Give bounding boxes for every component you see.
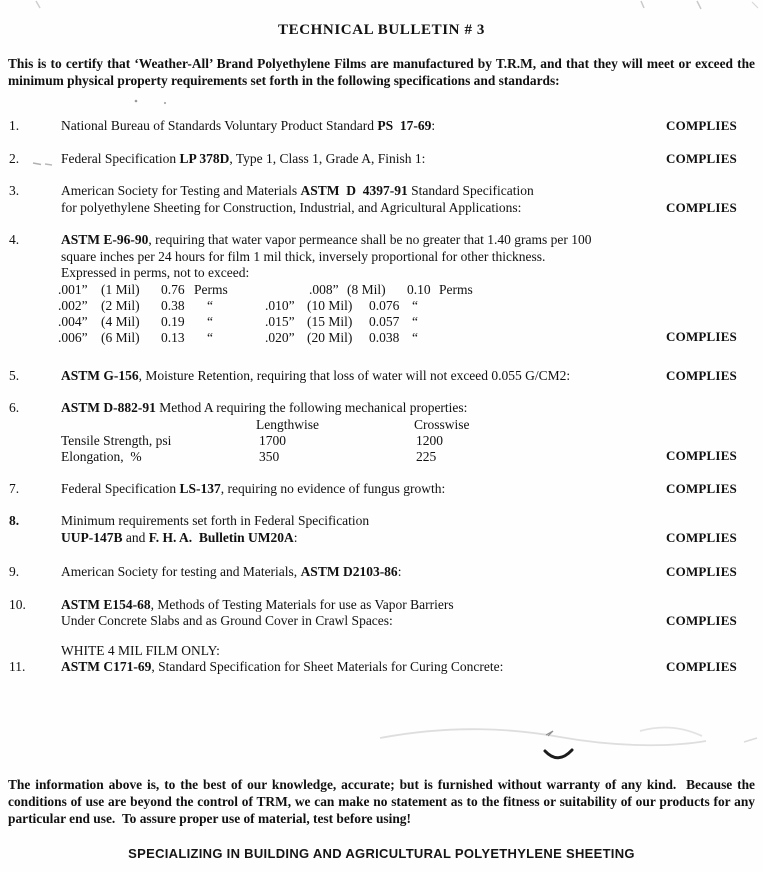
spec-item-5 [8, 368, 755, 385]
perms-cell: “ [207, 297, 213, 313]
item-number: 4. [9, 232, 20, 247]
item-text: ASTM E-96-90, requiring that water vapor permeance shall be no greater that 1.40 grams per 100 [61, 232, 592, 247]
spec-item-6 [8, 400, 755, 465]
spec-item-8 [8, 513, 755, 546]
mech-row [61, 433, 621, 449]
mech-value: 1200 [416, 432, 443, 448]
item-text: Expressed in perms, not to exceed: [61, 265, 250, 280]
perms-cell: (2 Mil) [101, 297, 140, 313]
perms-cell: “ [207, 313, 213, 329]
perms-cell: (8 Mil) [347, 281, 386, 297]
perms-cell: (10 Mil) [307, 297, 353, 313]
complies-label: COMPLIES [666, 329, 737, 344]
perms-cell: “ [412, 329, 418, 345]
spec-item-9 [8, 564, 755, 581]
perms-cell: .002” [58, 297, 88, 313]
footer-banner: SPECIALIZING IN BUILDING AND AGRICULTURAL POLYETHYLENE SHEETING [128, 845, 635, 861]
mech-row [61, 449, 621, 465]
item-text: American Society for testing and Materials, ASTM D2103-86: [61, 564, 402, 579]
item-number: 10. [9, 596, 26, 612]
perms-cell: 0.19 [161, 313, 185, 329]
item-number: 9. [9, 564, 20, 579]
scan-artifact [640, 727, 702, 736]
complies-label: COMPLIES [666, 118, 737, 133]
spec-item-2 [8, 151, 755, 168]
complies-label: COMPLIES [666, 564, 737, 579]
spec-item-1 [8, 118, 755, 135]
complies-label: COMPLIES [666, 367, 737, 383]
perms-row [58, 281, 621, 298]
squiggle-mark [545, 750, 572, 758]
scan-artifact [546, 731, 553, 736]
mech-col-header: Lengthwise [256, 416, 319, 432]
scan-artifact [380, 729, 706, 745]
scan-artifact [135, 100, 138, 103]
complies-label: COMPLIES [666, 150, 737, 166]
item-text: ASTM G-156, Moisture Retention, requiring that loss of water will not exceed 0.055 G/CM2: [61, 367, 571, 383]
perms-row [58, 329, 621, 346]
item-text: ASTM E154-68, Methods of Testing Materials for use as Vapor Barriers [61, 596, 454, 612]
intro-paragraph: This is to certify that ‘Weather-All’ Brand Polyethylene Films are manufactured by T.R.M, and that they will meet or exceed the minimum physical property requirements set forth in the following specifications and standards: [8, 56, 755, 88]
item-text: Federal Specification LP 378D, Type 1, Class 1, Grade A, Finish 1: [61, 150, 426, 166]
mech-header-row [61, 417, 621, 433]
item-text: Federal Specification LS-137, requiring no evidence of fungus growth: [61, 480, 446, 496]
mech-row-label: Tensile Strength, psi [61, 432, 172, 448]
spec-item-4 [8, 232, 755, 346]
item-text: for polyethylene Sheeting for Construction, Industrial, and Agricultural Applications: [61, 199, 522, 215]
scan-artifact [36, 1, 40, 8]
perms-cell: 0.076 [369, 297, 400, 313]
perms-row [58, 313, 621, 330]
scan-artifact [164, 102, 166, 104]
complies-label: COMPLIES [666, 659, 737, 674]
item-text: ASTM D-882-91 Method A requiring the following mechanical properties: [61, 400, 468, 415]
complies-label: COMPLIES [666, 529, 737, 545]
white-film-note: WHITE 4 MIL FILM ONLY: [61, 642, 220, 658]
item-text: square inches per 24 hours for film 1 mil thick, inversely proportional for other thickness. [61, 248, 546, 264]
perms-cell: 0.76 [161, 281, 185, 297]
white-film-note-row [8, 643, 755, 660]
scan-artifact [744, 738, 757, 742]
item-number: 11. [9, 659, 26, 674]
mech-value: 350 [259, 448, 280, 464]
item-number: 5. [9, 367, 20, 383]
spec-item-11 [8, 659, 755, 676]
perms-cell: 0.10 [407, 281, 431, 297]
perms-row [58, 297, 621, 314]
perms-cell: .001” [58, 281, 88, 297]
item-number: 6. [9, 400, 20, 415]
complies-label: COMPLIES [666, 199, 737, 215]
scan-artifact [697, 1, 701, 9]
spec-items-list [8, 118, 755, 676]
item-text: UUP-147B and F. H. A. Bulletin UM20A: [61, 529, 298, 545]
perms-cell: “ [412, 297, 418, 313]
perms-cell: .004” [58, 313, 88, 329]
complies-label: COMPLIES [666, 448, 737, 463]
mechanical-properties-table [61, 417, 621, 465]
page-title: TECHNICAL BULLETIN # 3 [278, 22, 485, 38]
mech-col-header: Crosswise [414, 416, 470, 432]
perms-cell: .010” [265, 297, 295, 313]
perms-cell: (20 Mil) [307, 329, 353, 345]
scan-artifact [752, 2, 758, 8]
perms-cell: (15 Mil) [307, 313, 353, 329]
spec-item-7 [8, 481, 755, 498]
scan-artifact [641, 1, 644, 8]
perms-cell: .020” [265, 329, 295, 345]
disclaimer-paragraph: The information above is, to the best of our knowledge, accurate; but is furnished without warranty of any kind. Because the conditions of use are beyond the control of TRM, we can make no statement as to the fitness or suitability of our products for any particular end use. To assure proper use of material, test before using! [8, 776, 755, 826]
perms-cell: 0.38 [161, 297, 185, 313]
perms-cell: 0.057 [369, 313, 400, 329]
perms-cell: Perms [439, 281, 473, 297]
spec-item-10 [8, 597, 755, 630]
item-number: 2. [9, 150, 20, 166]
item-number: 8. [9, 513, 20, 528]
perms-table [58, 281, 621, 346]
mech-row-label: Elongation, % [61, 448, 142, 464]
spec-item-3 [8, 183, 755, 216]
item-number: 7. [9, 480, 20, 496]
item-number: 1. [9, 118, 20, 133]
item-text: Under Concrete Slabs and as Ground Cover in Crawl Spaces: [61, 613, 393, 628]
mech-value: 1700 [259, 432, 286, 448]
perms-cell: .006” [58, 329, 88, 345]
perms-cell: (4 Mil) [101, 313, 140, 329]
perms-cell: .015” [265, 313, 295, 329]
item-text: National Bureau of Standards Voluntary Product Standard PS 17-69: [61, 118, 436, 133]
perms-cell: .008” [309, 281, 339, 297]
perms-cell: (1 Mil) [101, 281, 140, 297]
mech-value: 225 [416, 448, 437, 464]
item-text: Minimum requirements set forth in Federal Specification [61, 513, 370, 528]
perms-cell: “ [412, 313, 418, 329]
perms-cell: “ [207, 329, 213, 345]
complies-label: COMPLIES [666, 480, 737, 496]
complies-label: COMPLIES [666, 613, 737, 628]
perms-cell: (6 Mil) [101, 329, 140, 345]
perms-cell: 0.038 [369, 329, 400, 345]
item-text: ASTM C171-69, Standard Specification for Sheet Materials for Curing Concrete: [61, 659, 504, 674]
item-number: 3. [9, 183, 20, 198]
item-text: American Society for Testing and Materials ASTM D 4397-91 Standard Specification [61, 183, 534, 198]
perms-cell: Perms [194, 281, 228, 297]
perms-cell: 0.13 [161, 329, 185, 345]
